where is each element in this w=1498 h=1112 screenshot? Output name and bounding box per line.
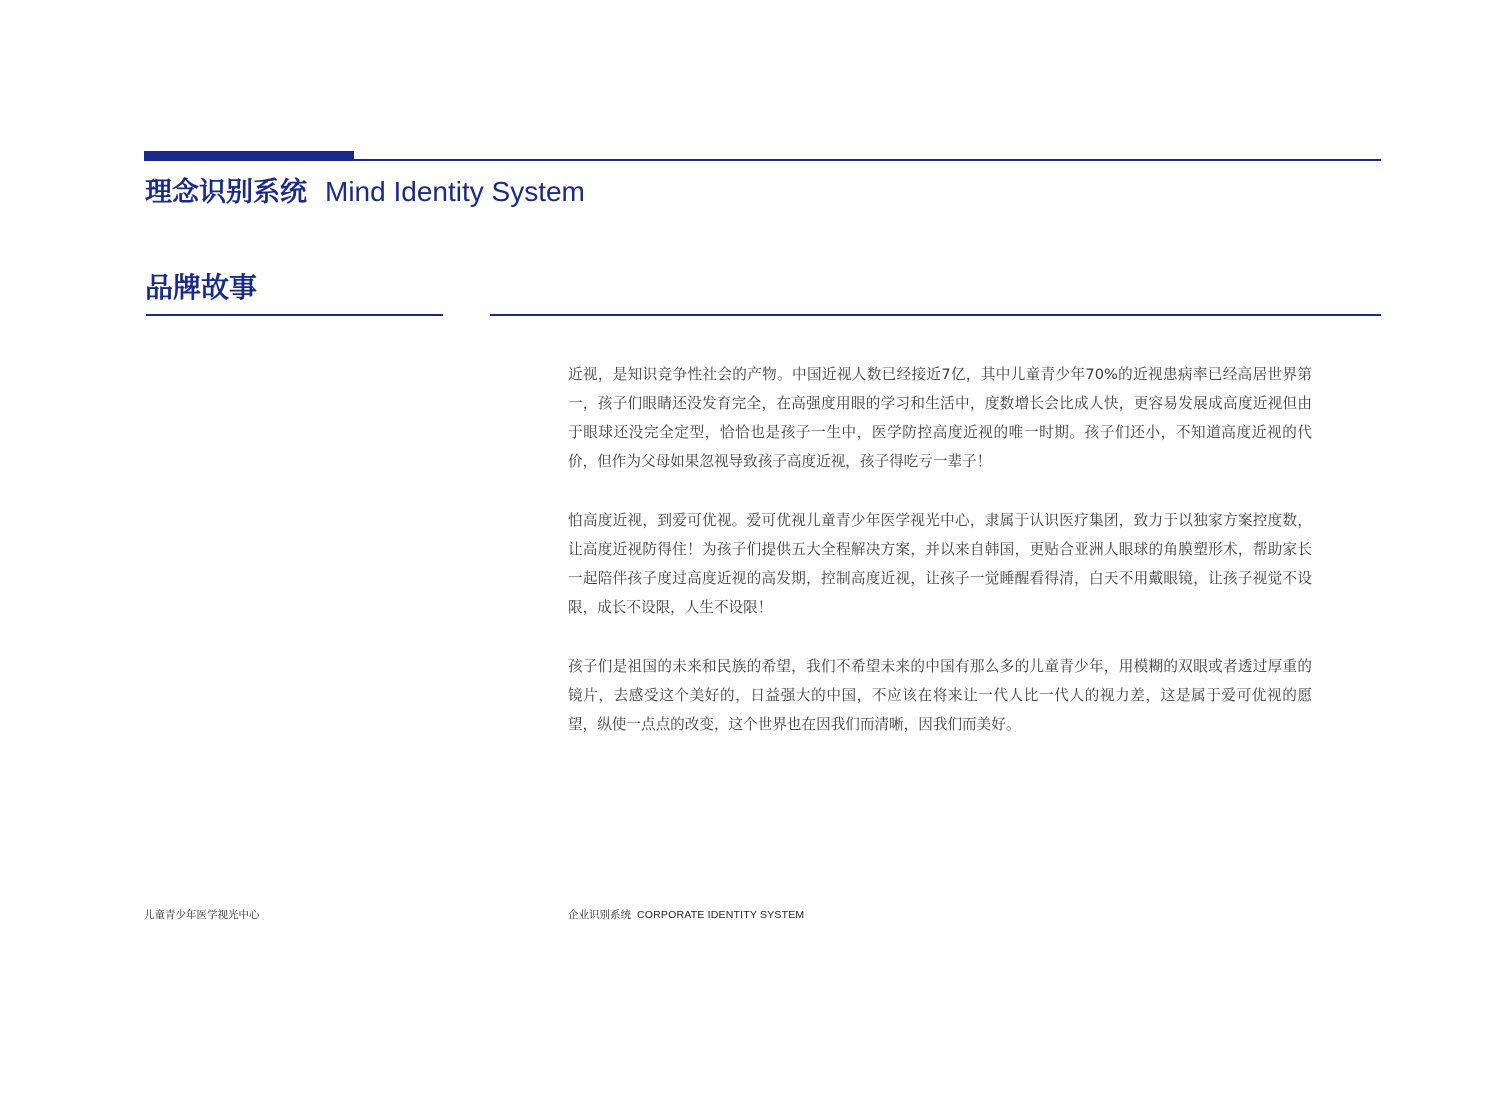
footer-system-label-zh: 企业识别系统 [568,909,631,921]
paragraph: 孩子们是祖国的未来和民族的希望，我们不希望未来的中国有那么多的儿童青少年，用模糊的双眼或者透过厚重的镜片，去感受这个美好的，日益强大的中国，不应该在将来让一代人比一代人的视力差，这是属于爱可优视的愿望，纵使一点点的改变，这个世界也在因我们而清晰，因我们而美好。 [568,658,1312,733]
header-accent-bar [144,151,354,161]
page-title-en: Mind Identity System [325,176,585,207]
footer-system-label [568,906,804,924]
section-title: 品牌故事 [145,271,258,304]
page-title-zh: 理念识别系统 [145,177,307,208]
section-divider-right [490,314,1381,316]
section-divider-left [146,314,443,316]
footer-system-label-en: CORPORATE IDENTITY SYSTEM [637,909,805,921]
paragraph: 近视，是知识竞争性社会的产物。中国近视人数已经接近7亿，其中儿童青少年70%的近视患病率已经高居世界第一，孩子们眼睛还没发育完全，在高强度用眼的学习和生活中，度数增长会比成人快，更容易发展成高度近视但由于眼球还没完全定型，恰恰也是孩子一生中，医学防控高度近视的唯一时期。孩子们还小，不知道高度近视的代价，但作为父母如果忽视导致孩子高度近视，孩子得吃亏一辈子！ [568,366,1312,470]
footer-center-name: 儿童青少年医学视光中心 [144,909,260,921]
paragraph: 怕高度近视，到爱可优视。爱可优视儿童青少年医学视光中心，隶属于认识医疗集团，致力于以独家方案控度数，让高度近视防得住！为孩子们提供五大全程解决方案，并以来自韩国，更贴合亚洲人眼球的角膜塑形术，帮助家长一起陪伴孩子度过高度近视的高发期，控制高度近视，让孩子一觉睡醒看得清，白天不用戴眼镜，让孩子视觉不设限，成长不设限，人生不设限！ [568,512,1312,616]
page-title [145,172,585,212]
brand-story-text [568,360,1312,769]
